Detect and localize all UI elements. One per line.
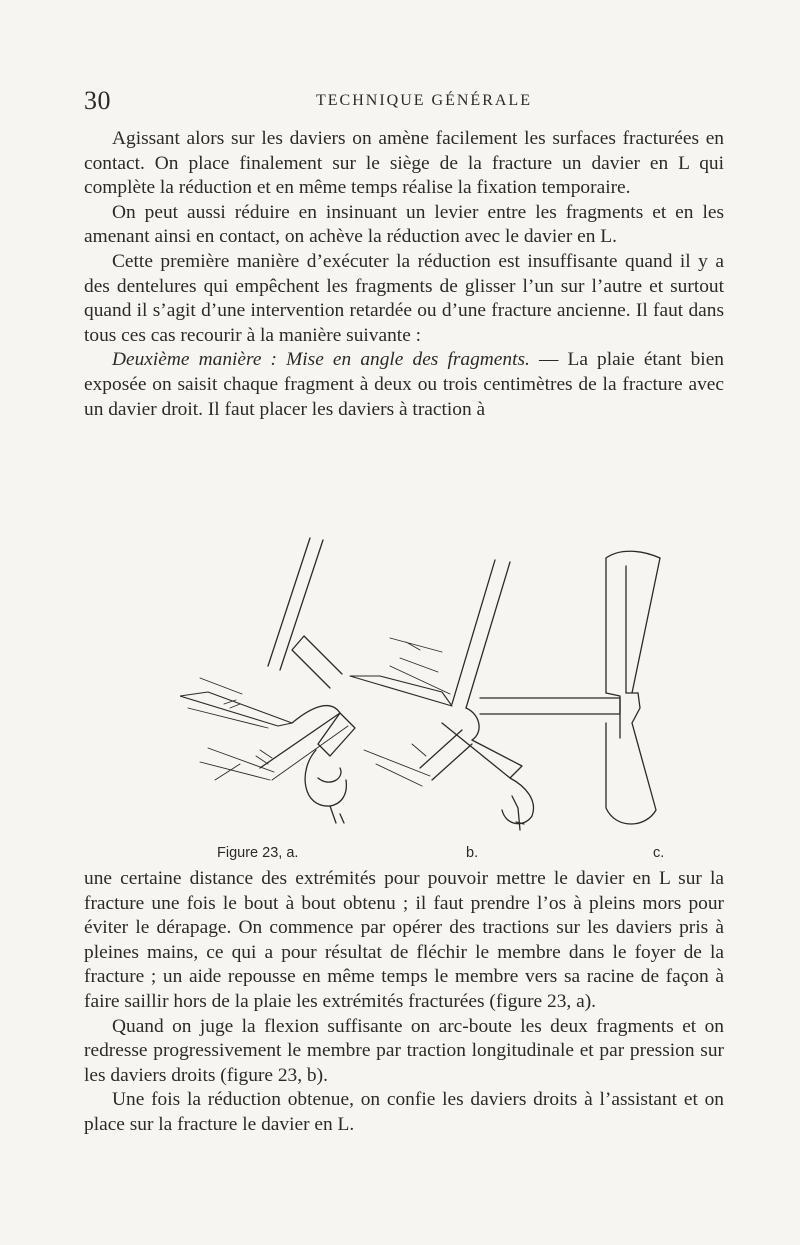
bone-fracture-illustration bbox=[180, 518, 680, 833]
body-text-top bbox=[84, 127, 724, 422]
page-number: 30 bbox=[84, 86, 111, 115]
figure-label-c: c. bbox=[653, 845, 665, 861]
paragraph: Une fois la réduction obtenue, on confie les daviers droits à l’assistant et on place sur la fracture le davier en L. bbox=[84, 1089, 724, 1135]
paragraph: Cette première manière d’exécuter la réduction est insuffisante quand il y a des dentelures qui empêchent les fragments de glisser l’un sur l’autre et surtout quand il s’agit d’une intervention retardée ou d’une fracture ancienne. Il faut dans tous ces cas recourir à la manière suivante : bbox=[84, 250, 724, 346]
paragraph: Agissant alors sur les daviers on amène facilement les surfaces fracturées en contact. On place finalement sur le siège de la fracture un davier en L qui complète la réduction et en même temps réalise la fixation temporaire. bbox=[84, 128, 724, 199]
paragraph: On peut aussi réduire en insinuant un levier entre les fragments et en les amenant ainsi en contact, on achève la réduction avec le davier en L. bbox=[84, 201, 724, 248]
figure-label-a: Figure 23, a. bbox=[217, 845, 299, 861]
paragraph-text: — La plaie étant bien exposée on saisit chaque fragment à deux ou trois centimètres de la fracture avec un davier droit. Il faut placer les daviers à traction à bbox=[84, 349, 724, 420]
figure-23 bbox=[180, 518, 680, 833]
figure-label-b: b. bbox=[466, 845, 479, 861]
paragraph bbox=[84, 348, 724, 422]
figure-c-drawing bbox=[480, 551, 660, 824]
running-head: TECHNIQUE GÉNÉRALE bbox=[316, 92, 532, 109]
paragraph: Quand on juge la flexion suffisante on arc-boute les deux fragments et on redresse progressivement le membre par traction longitudinale et par pression sur les daviers droits (figure 23, b). bbox=[84, 1015, 724, 1086]
figure-a-drawing bbox=[180, 538, 355, 823]
body-text-bottom bbox=[84, 867, 724, 1138]
paragraph: une certaine distance des extrémités pour pouvoir mettre le davier en L sur la fracture une fois le bout à bout obtenu ; il faut prendre l’os à pleins mors pour éviter le dérapage. On commence par opérer des tractions sur les daviers pris à pleines mains, ce qui a pour résultat de fléchir le membre dans le foyer de la fracture ; un aide repousse en même temps le membre vers sa racine de façon à faire saillir hors de la plaie les extrémités fracturées (figure 23, a). bbox=[84, 868, 724, 1012]
section-heading: Deuxième manière : Mise en angle des fragments. bbox=[112, 349, 530, 371]
figure-b-drawing bbox=[350, 560, 533, 830]
